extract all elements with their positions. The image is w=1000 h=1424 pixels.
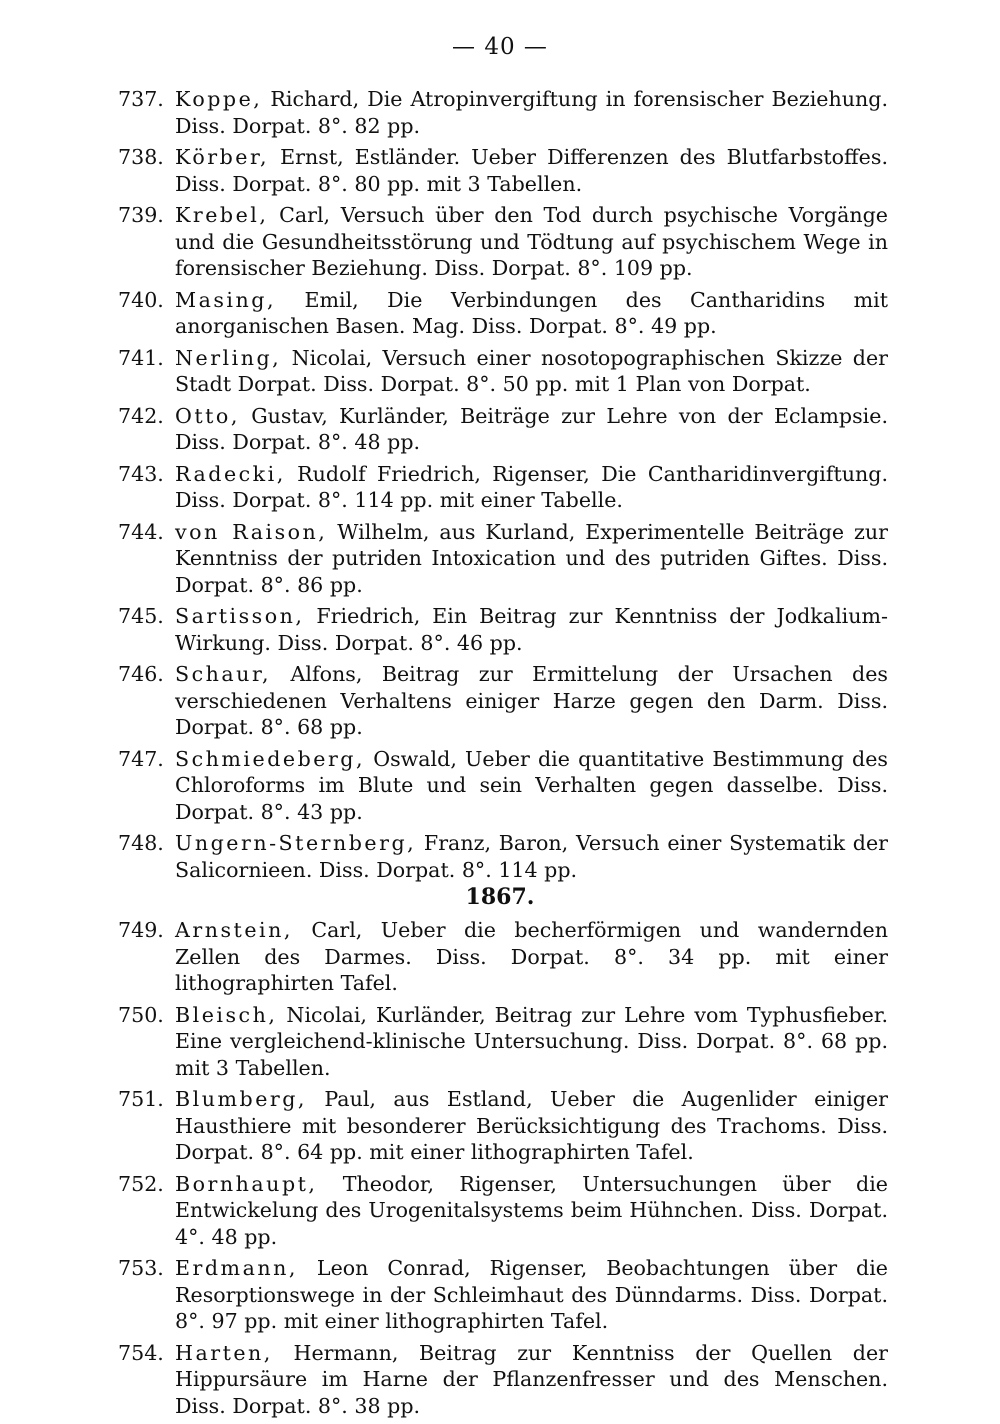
entry-text: Paul, aus Estland, Ueber die Augenlider einiger Hausthiere mit besonderer Berücksichtigung des Trachoms. Diss. Dorpat. 8°. 64 pp. mit einer lithographirten Tafel. [175,1087,888,1164]
author-surname: Otto, [175,403,240,428]
entry-number: 743. [118,461,164,486]
author-surname: Sartisson, [175,604,305,628]
author-surname: Körber, [175,145,270,169]
entry-number: 740. [118,287,164,312]
entry-number: 749. [118,918,164,942]
bibliography-entry [118,403,888,456]
entry-text: Friedrich, Ein Beitrag zur Kenntniss der Jodkalium-Wirkung. Diss. Dorpat. 8°. 46 pp. [175,604,888,655]
bibliography-entry [118,746,888,826]
entry-number: 745. [118,604,164,628]
entry-list-1866 [118,86,888,888]
entry-number: 742. [118,403,164,428]
bibliography-entry [118,86,888,139]
entry-number: 744. [118,519,164,544]
entry-number: 754. [118,1340,164,1365]
author-surname: Blumberg, [175,1087,307,1111]
author-surname: Bleisch, [175,1002,278,1027]
entry-list-1867 [118,917,888,1424]
author-surname: Bornhaupt, [175,1171,318,1196]
bibliography-entry [118,287,888,340]
author-surname: Ungern-Sternberg, [175,831,417,855]
entry-text: Carl, Ueber die becherförmigen und wandernden Zellen des Darmes. Diss. Dorpat. 8°. 34 pp. mit einer lithographirten Tafel. [175,918,888,995]
bibliography-entry [118,1255,888,1335]
bibliography-entry [118,461,888,514]
entry-number: 741. [118,345,164,370]
author-surname: Erdmann, [175,1256,298,1280]
bibliography-entry [118,144,888,197]
bibliography-entry [118,603,888,656]
author-surname: Schmiedeberg, [175,746,366,771]
entry-text: Emil, Die Verbindungen des Cantharidins mit anorganischen Basen. Mag. Diss. Dorpat. 8°. 49 pp. [175,287,888,338]
bibliography-entry [118,202,888,282]
author-surname: Nerling, [175,345,282,370]
entry-text: Ernst, Estländer. Ueber Differenzen des Blutfarbstoffes. Diss. Dorpat. 8°. 80 pp. mit 3 Tabellen. [175,145,888,196]
entry-number: 746. [118,662,164,686]
entry-number: 738. [118,145,164,169]
bibliography-entry [118,1171,888,1251]
entry-text: Richard, Die Atropinvergiftung in forensischer Beziehung. Diss. Dorpat. 8°. 82 pp. [175,87,888,138]
entry-number: 750. [118,1002,164,1027]
entry-text: Gustav, Kurländer, Beiträge zur Lehre von der Eclampsie. Diss. Dorpat. 8°. 48 pp. [175,403,888,454]
bibliography-entry [118,1002,888,1082]
entry-text: Oswald, Ueber die quantitative Bestimmung des Chloroforms im Blute und sein Verhalten gegen dasselbe. Diss. Dorpat. 8°. 43 pp. [175,746,888,824]
author-surname: Schaur, [175,662,272,686]
entry-number: 739. [118,203,164,227]
entry-number: 753. [118,1256,164,1280]
page-number: — 40 — [452,34,548,60]
entry-text: Leon Conrad, Rigenser, Beobachtungen über die Resorptionswege in der Schleimhaut des Dünndarms. Diss. Dorpat. 8°. 97 pp. mit einer lithographirten Tafel. [175,1256,888,1333]
entry-text: Nicolai, Versuch einer nosotopographischen Skizze der Stadt Dorpat. Diss. Dorpat. 8°. 50 pp. mit 1 Plan von Dorpat. [175,345,888,396]
entry-number: 747. [118,746,164,771]
author-surname: Krebel, [175,203,269,227]
entry-text: Theodor, Rigenser, Untersuchungen über die Entwickelung des Urogenitalsystems beim Hühnchen. Diss. Dorpat. 4°. 48 pp. [175,1171,888,1249]
bibliography-entry [118,345,888,398]
author-surname: Masing, [175,287,277,312]
entry-number: 748. [118,831,164,855]
entry-text: Franz, Baron, Versuch einer Systematik der Salicornieen. Diss. Dorpat. 8°. 114 pp. [175,831,888,882]
bibliography-entry [118,917,888,997]
bibliography-entry [118,830,888,883]
author-surname: Koppe, [175,87,263,111]
author-surname: Arnstein, [175,918,293,942]
entry-text: Wilhelm, aus Kurland, Experimentelle Beiträge zur Kenntniss der putriden Intoxication und des putriden Giftes. Diss. Dorpat. 8°. 86 pp. [175,519,888,597]
year-heading: 1867. [465,884,535,910]
entry-text: Nicolai, Kurländer, Beitrag zur Lehre vom Typhusfieber. Eine vergleichend-klinische Untersuchung. Diss. Dorpat. 8°. 68 pp. mit 3 Tabellen. [175,1002,888,1080]
bibliography-entry [118,661,888,741]
entry-number: 737. [118,87,164,111]
author-surname: von Raison, [175,519,328,544]
entry-text: Rudolf Friedrich, Rigenser, Die Cantharidinvergiftung. Diss. Dorpat. 8°. 114 pp. mit einer Tabelle. [175,461,888,512]
author-surname: Radecki, [175,461,286,486]
bibliography-entry [118,519,888,599]
entry-text: Carl, Versuch über den Tod durch psychische Vorgänge und die Gesundheitsstörung und Tödtung auf psychischem Wege in forensischer Beziehung. Diss. Dorpat. 8°. 109 pp. [175,203,888,280]
entry-number: 752. [118,1171,164,1196]
entry-text: Alfons, Beitrag zur Ermittelung der Ursachen des verschiedenen Verhaltens einiger Harze gegen den Darm. Diss. Dorpat. 8°. 68 pp. [175,662,888,739]
author-surname: Harten, [175,1340,273,1365]
entry-text: Hermann, Beitrag zur Kenntniss der Quellen der Hippursäure im Harne der Pflanzenfresser und des Menschen. Diss. Dorpat. 8°. 38 pp. [175,1340,888,1418]
bibliography-entry [118,1340,888,1420]
entry-number: 751. [118,1087,164,1111]
bibliography-entry [118,1086,888,1166]
